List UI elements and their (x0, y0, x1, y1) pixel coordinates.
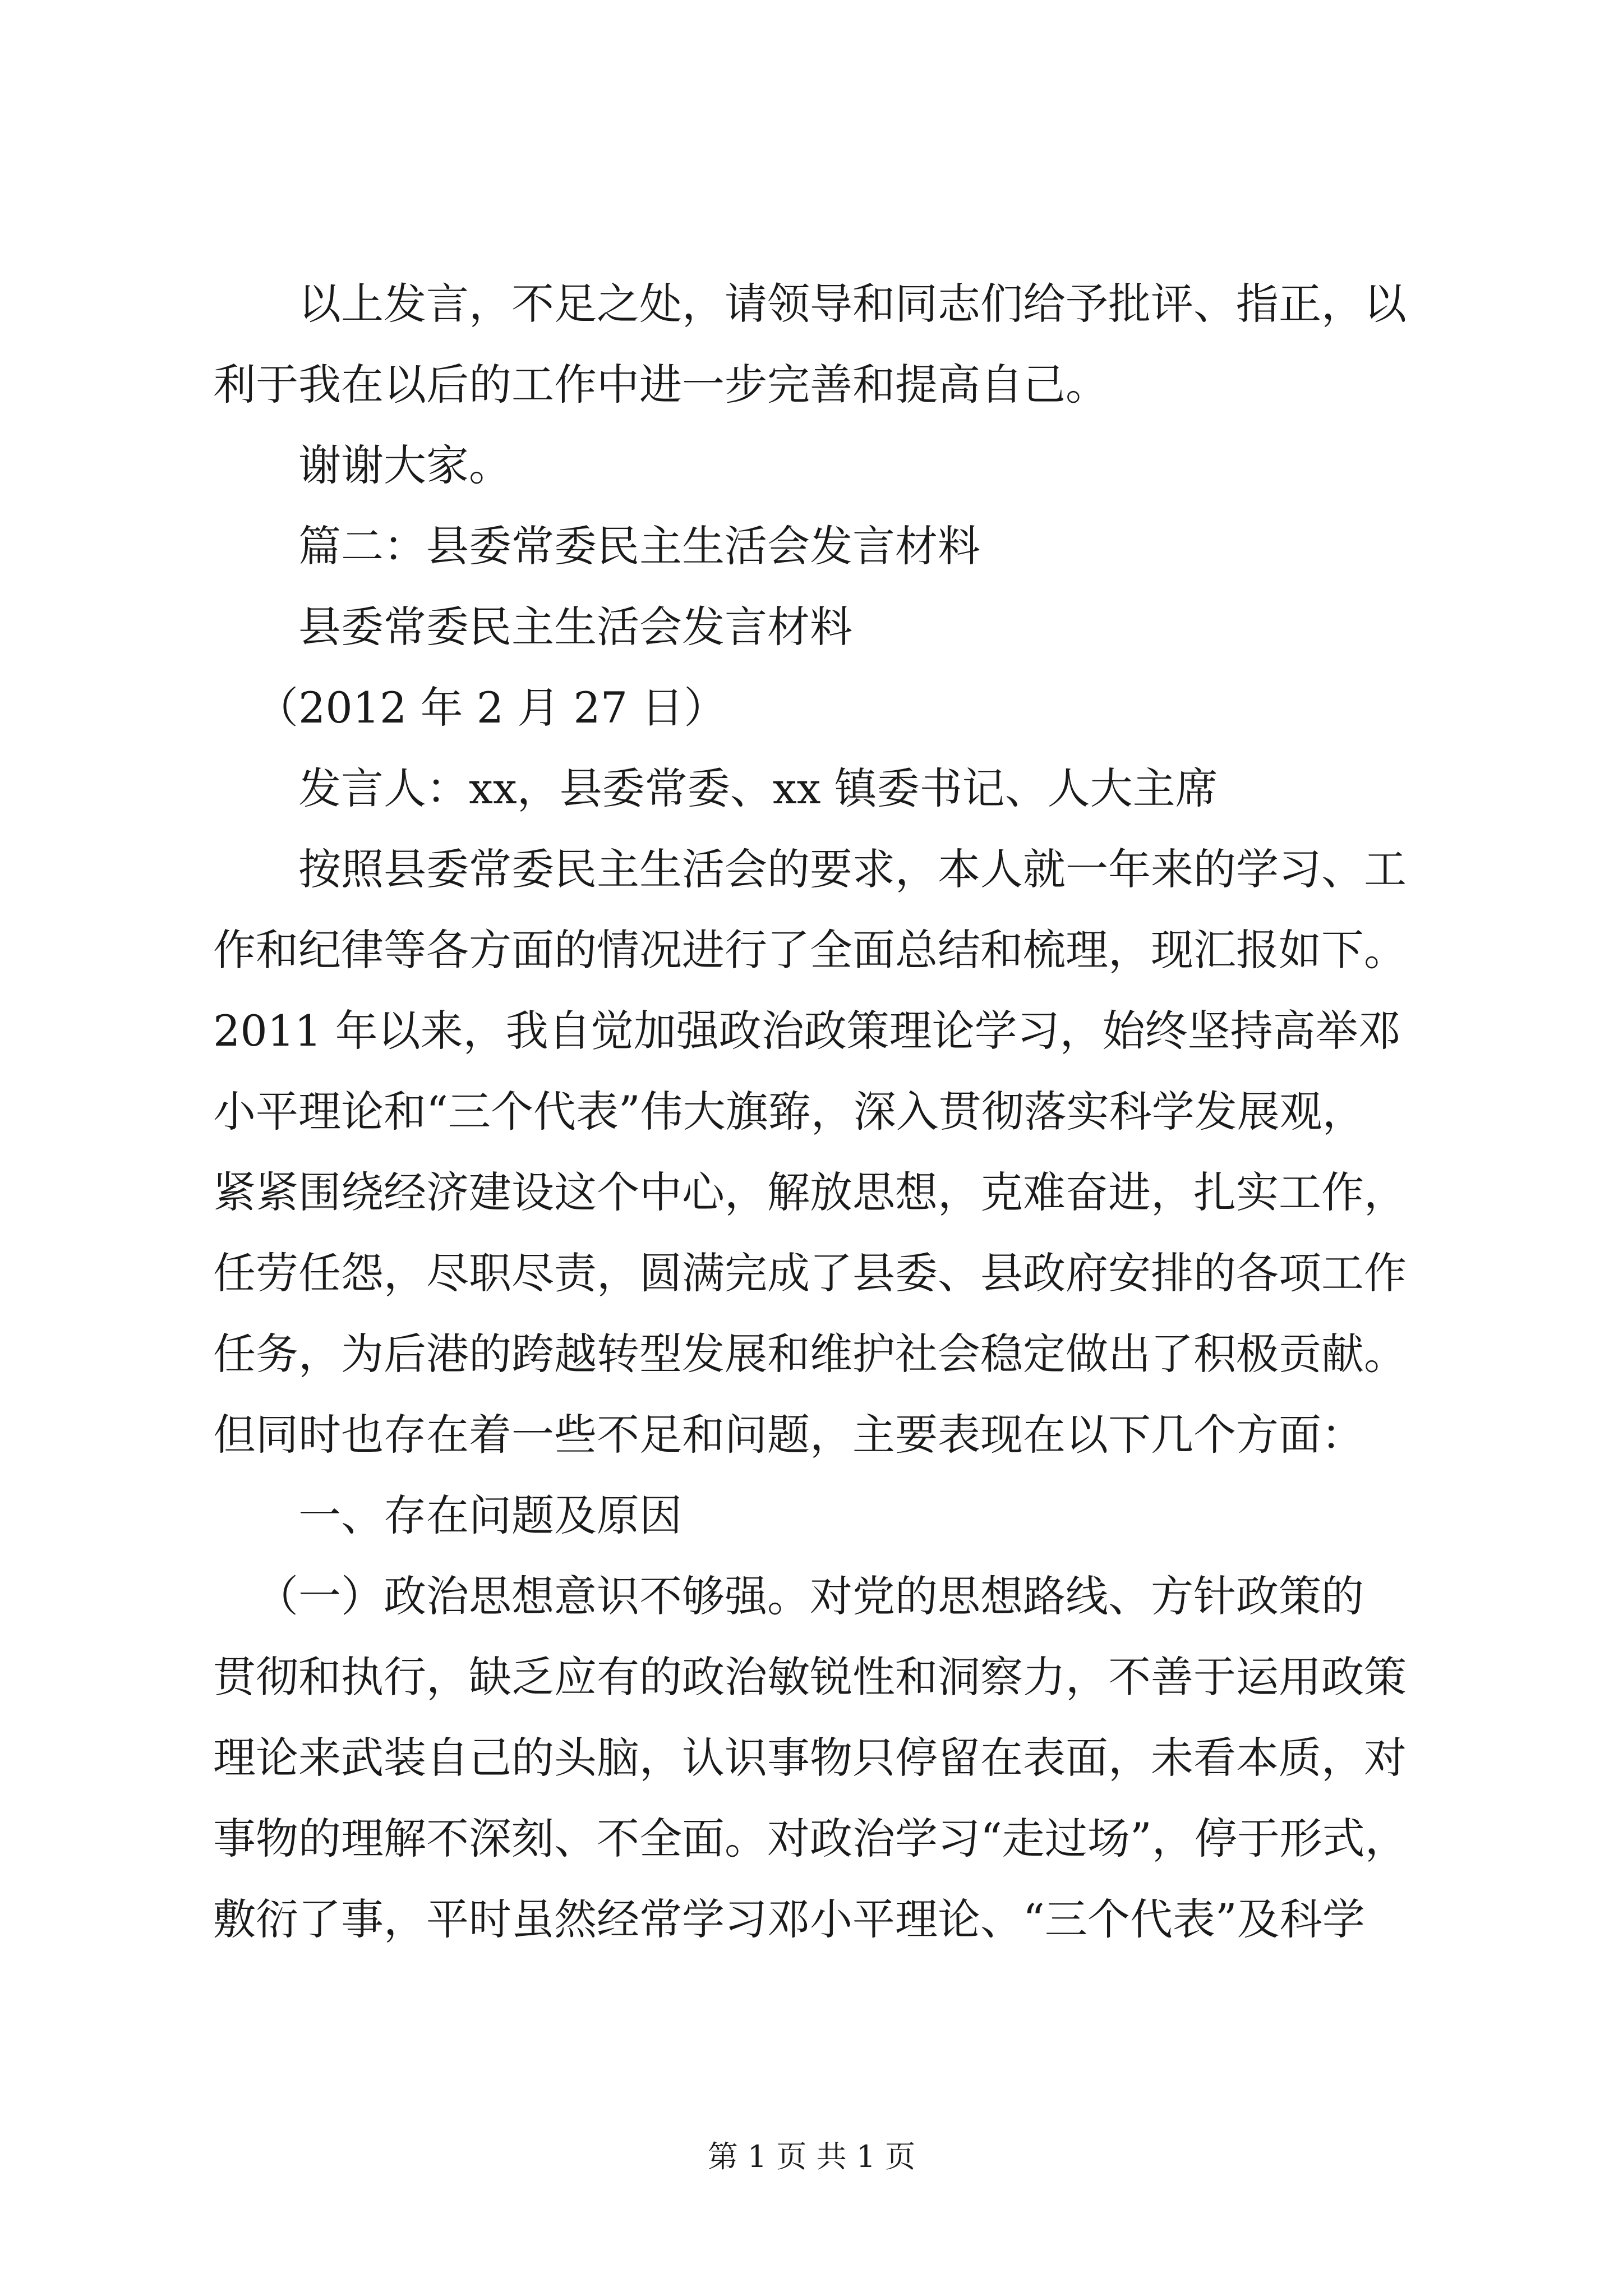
text-line: 任务，为后港的跨越转型发展和维护社会稳定做出了积极贡献。 (213, 1329, 1407, 1379)
document-title: 县委常委民主生活会发言材料 (298, 602, 852, 652)
document-date: （2012 年 2 月 27 日） (256, 683, 727, 733)
document-body (213, 264, 1413, 1960)
page-number: 第 1 页 共 1 页 (707, 2139, 916, 2174)
section-heading: 篇二：县委常委民主生活会发言材料 (298, 521, 980, 571)
text-line: 理论来武装自己的头脑，认识事物只停留在表面，未看本质，对 (213, 1733, 1407, 1783)
section-heading: 一、存在问题及原因 (298, 1490, 682, 1540)
text-line: 任劳任怨，尽职尽责，圆满完成了县委、县政府安排的各项工作 (213, 1248, 1407, 1298)
text-line: 小平理论和“三个代表”伟大旗臶，深入贯彻落实科学发展观， (213, 1087, 1365, 1137)
text-line: （一）政治思想意识不够强。对党的思想路线、方针政策的 (256, 1571, 1364, 1621)
text-line: 敷衍了事，平时虽然经常学习邓小平理论、“三个代表”及科学 (213, 1894, 1365, 1944)
text-line: 作和纪律等各方面的情况进行了全面总结和梳理，现汇报如下。 (213, 925, 1407, 975)
text-line: 贯彻和执行，缺乏应有的政治敏锐性和洞察力，不善于运用政策 (213, 1652, 1407, 1702)
text-line: 按照县委常委民主生活会的要求，本人就一年来的学习、工 (298, 844, 1407, 894)
text-line: 2011 年以来，我自觉加强政治政策理论学习，始终坚持高举邓 (213, 1006, 1401, 1056)
speaker-line: 发言人：xx，县委常委、xx 镇委书记、人大主席 (298, 763, 1218, 813)
text-line: 以上发言，不足之处，请领导和同志们给予批评、指正，以 (298, 279, 1407, 329)
text-line: 紧紧围绕经济建设这个中心，解放思想，克难奋进，扎实工作， (213, 1167, 1407, 1217)
page-footer (0, 2134, 1623, 2179)
text-line: 但同时也存在着一些不足和问题，主要表现在以下几个方面： (213, 1410, 1364, 1460)
text-line: 事物的理解不深刻、不全面。对政治学习“走过场”，停于形式， (213, 1814, 1408, 1864)
text-line: 利于我在以后的工作中进一步完善和提高自己。 (213, 360, 1108, 409)
text-line: 谢谢大家。 (298, 440, 511, 490)
